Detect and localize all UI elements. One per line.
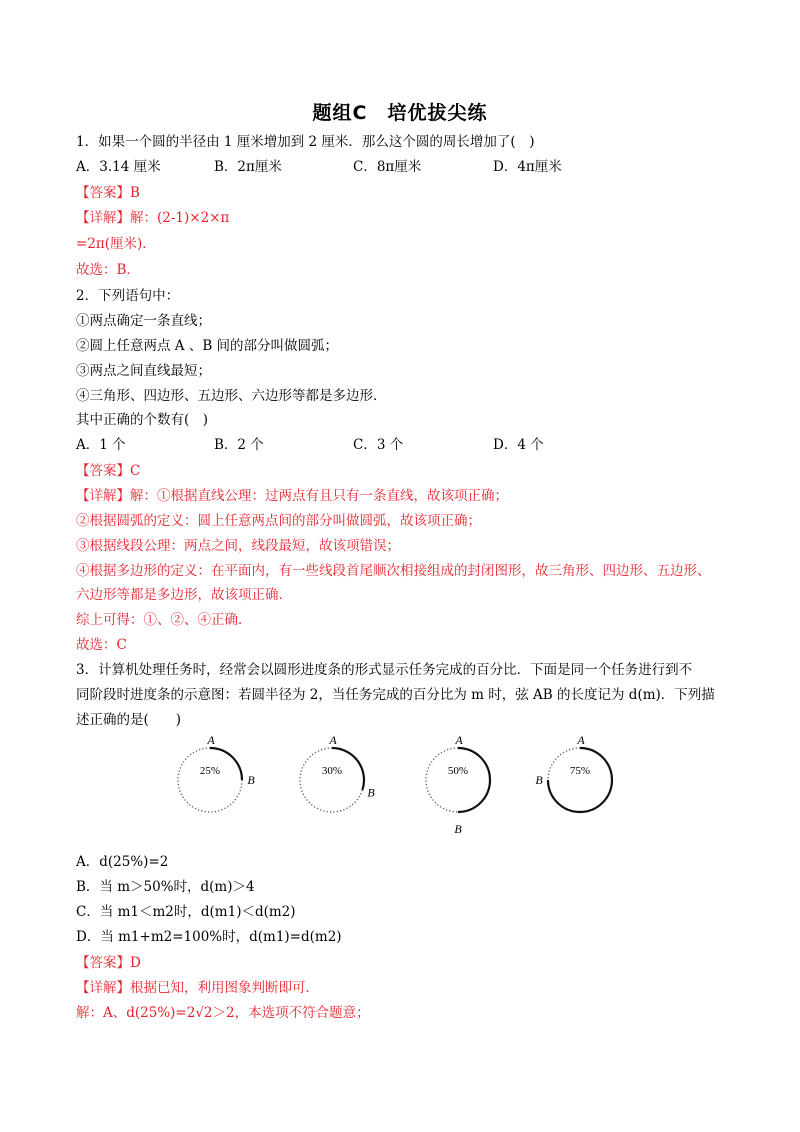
page-title: 题组C 培优拔尖练	[312, 102, 488, 124]
q2-detail-3: ③根据线段公理：两点之间，线段最短，故该项错误；	[76, 538, 400, 554]
q3-answer: 【答案】D	[76, 955, 141, 971]
q2-statement-1: ①两点确定一条直线；	[76, 313, 211, 329]
point-a-label: A	[455, 733, 463, 747]
q2-option-d: D．4 个	[493, 437, 544, 453]
q2-answer: 【答案】C	[76, 463, 141, 479]
q1-answer: 【答案】B	[76, 185, 140, 201]
q3-detail: 【详解】根据已知，利用图象判断即可．	[76, 980, 319, 996]
q2-conclusion: 故选：C	[76, 637, 127, 653]
q2-detail-1: 【详解】解：①根据直线公理：过两点有且只有一条直线，故该项正确；	[76, 488, 508, 504]
q1-option-b: B．2π厘米	[214, 159, 282, 175]
point-b-label: B	[247, 773, 255, 787]
q2-statement-3: ③两点之间直线最短；	[76, 363, 211, 379]
q2-statement-4: ④三角形、四边形、五边形、六边形等都是多边形．	[76, 388, 387, 404]
q2-detail-4: ④根据多边形的定义：在平面内，有一些线段首尾顺次相接组成的封闭图形，故三角形、四边形、五边形、	[76, 563, 711, 579]
q3-option-c: C．当 m1＜m2时，d(m1)＜d(m2)	[76, 904, 296, 920]
q2-summary: 综上可得：①、②、④正确．	[76, 612, 252, 628]
question-1-stem: 1．如果一个圆的半径由 1 厘米增加到 2 厘米．那么这个圆的周长增加了( )	[76, 134, 535, 150]
q2-statement-2: ②圆上任意两点 A 、B 间的部分叫做圆弧；	[76, 338, 339, 354]
q1-detail-result: =2π(厘米)．	[76, 236, 156, 252]
point-b-label: B	[535, 773, 543, 787]
percent-label: 30%	[321, 765, 343, 777]
point-a-label: A	[207, 733, 215, 747]
q2-option-c: C．3 个	[353, 437, 404, 453]
q1-option-c: C．8π厘米	[353, 159, 422, 175]
percent-label: 50%	[447, 765, 469, 777]
percent-label: 25%	[199, 765, 221, 777]
q1-option-a: A．3.14 厘米	[76, 159, 161, 175]
progress-ring-figures	[160, 728, 640, 848]
q2-option-a: A．1 个	[76, 437, 126, 453]
q3-option-b: B．当 m＞50%时，d(m)＞4	[76, 879, 255, 895]
q2-detail-5: 六边形等都是多边形，故该项正确．	[76, 587, 292, 603]
question-2-stem: 2．下列语句中：	[76, 288, 180, 304]
q2-ask: 其中正确的个数有( )	[76, 412, 209, 428]
question-3-line-3: 述正确的是( )	[76, 712, 182, 728]
q3-option-a: A．d(25%)=2	[76, 854, 169, 870]
percent-label: 75%	[569, 765, 591, 777]
q3-solution-a: 解：A、d(25%)=2√2＞2，本选项不符合题意；	[76, 1005, 370, 1021]
q3-option-d: D．当 m1+m2=100%时，d(m1)=d(m2)	[76, 929, 342, 945]
question-3-line-1: 3．计算机处理任务时，经常会以圆形进度条的形式显示任务完成的百分比．下面是同一个任务进行到不	[76, 662, 693, 678]
q1-detail: 【详解】解：(2-1)×2×π	[76, 210, 230, 226]
q2-detail-2: ②根据圆弧的定义：圆上任意两点间的部分叫做圆弧，故该项正确；	[76, 513, 481, 529]
q1-option-d: D．4π厘米	[493, 159, 562, 175]
point-b-label: B	[367, 785, 375, 800]
point-a-label: A	[329, 733, 337, 747]
point-a-label: A	[577, 733, 585, 747]
progress-arc	[458, 748, 490, 812]
point-b-label: B	[454, 822, 462, 836]
progress-arc	[548, 748, 612, 812]
q2-option-b: B．2 个	[214, 437, 264, 453]
question-3-line-2: 同阶段时进度条的示意图：若圆半径为 2，当任务完成的百分比为 m 时，弦 AB 的长度记为 d(m)．下列描	[76, 687, 715, 703]
q1-conclusion: 故选：B．	[76, 262, 140, 278]
